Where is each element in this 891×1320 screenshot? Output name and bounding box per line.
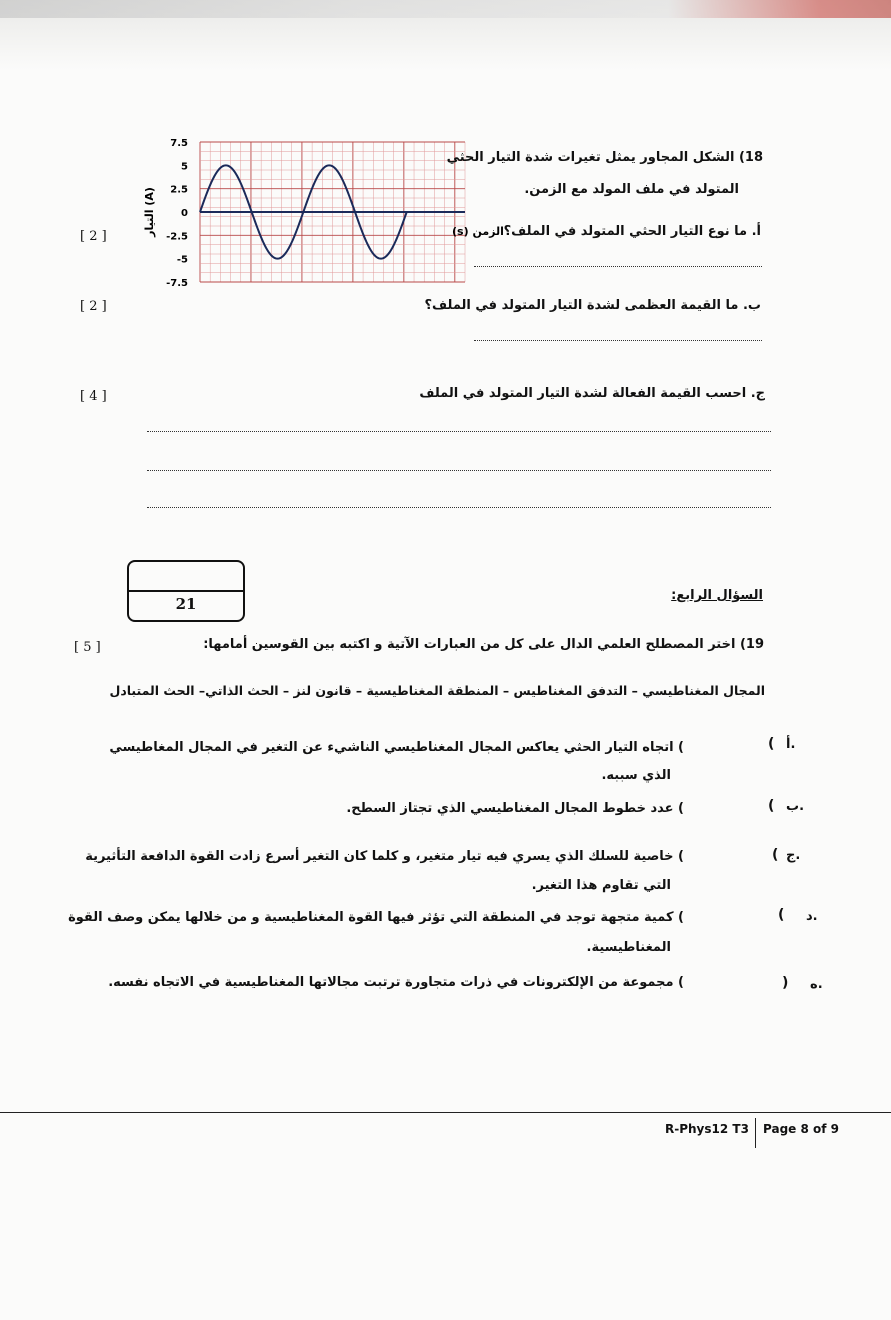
y-tick-label: 2.5: [170, 184, 188, 196]
q19-item-e-open-paren: ): [782, 975, 789, 991]
q19-item-d-answer-slot[interactable]: [700, 924, 758, 925]
q19-item-a-letter: أ.: [786, 737, 796, 752]
q18-part-a: أ. ما نوع التيار الحثي المتولد في الملف؟: [503, 224, 761, 239]
y-tick-label: 7.5: [170, 138, 188, 149]
q19-item-d-open-paren: (: [778, 907, 785, 923]
section4-heading: السؤال الرابع:: [671, 588, 763, 603]
q19-item-d-line2: المغناطيسية.: [586, 940, 671, 955]
q18-part-c: ج. احسب القيمة الفعالة لشدة التيار المتولد في الملف: [419, 386, 765, 401]
q18-stem-line1: [447, 150, 763, 165]
q19-item-a-answer-slot[interactable]: [700, 752, 758, 753]
score-box-divider: [129, 590, 243, 592]
q18-c-marks: [ 4 ]: [80, 389, 107, 404]
q18-c-answer-line-3[interactable]: [147, 507, 771, 508]
footer-code: R-Phys12 T3: [665, 1122, 749, 1136]
q19-text: اختر المصطلح العلمي الدال على كل من العبارات الآتية و اكتبه بين القوسين أمامها:: [203, 637, 736, 652]
q19-item-d-line1: ) كمية متجهة توجد في المنطقة التي تؤثر فيها القوة المغناطيسية و من خلالها يمكن وصف القوة: [68, 910, 684, 925]
q19-item-c-line2: التي تقاوم هذا التغير.: [531, 878, 671, 893]
q19-item-b-letter: ب.: [786, 799, 805, 814]
footer-rule: [0, 1112, 891, 1113]
current-time-chart: [140, 130, 504, 295]
q18-b-answer-line[interactable]: [474, 340, 762, 341]
chart-y-ticks: [166, 138, 188, 289]
y-tick-label: -7.5: [166, 278, 188, 289]
y-tick-label: 0: [181, 208, 188, 219]
q19-item-b-open-paren: (: [768, 798, 775, 814]
q19-terms-list: المجال المغناطيسي – التدفق المغناطيس – المنطقة المغناطيسية – قانون لنز – الحث الذاتي– الحث المتبادل: [109, 683, 765, 698]
q18-number: 18): [738, 150, 763, 165]
scan-top-band: [0, 0, 891, 18]
q19-item-c-letter: ج.: [786, 848, 801, 863]
q18-c-answer-line-1[interactable]: [147, 431, 771, 432]
score-box-value: 21: [175, 595, 197, 613]
q19-item-b-answer-slot[interactable]: [700, 814, 758, 815]
chart-x-label: الزمن (s): [452, 225, 504, 238]
q19-item-e-answer-slot[interactable]: [700, 992, 758, 993]
footer-separator: [755, 1118, 756, 1148]
q19-stem: [203, 637, 764, 652]
score-box: [127, 560, 245, 622]
q19-item-b-line1: ) عدد خطوط المجال المغناطيسي الذي تجتاز السطح.: [346, 801, 684, 816]
q18-part-b: ب. ما القيمة العظمى لشدة التيار المتولد في الملف؟: [424, 298, 761, 313]
y-tick-label: -2.5: [166, 231, 188, 243]
y-tick-label: 5: [181, 161, 188, 173]
q18-stem-text1: الشكل المجاور يمثل تغيرات شدة التيار الحثي: [446, 150, 735, 165]
q18-a-answer-line[interactable]: [474, 266, 762, 267]
y-tick-label: -5: [176, 254, 188, 266]
q18-c-answer-line-2[interactable]: [147, 470, 771, 471]
q19-item-c-answer-slot[interactable]: [700, 864, 758, 865]
q19-item-e-letter: ه.: [810, 977, 823, 992]
q19-item-d-letter: د.: [806, 909, 818, 924]
q18-stem-line2: المتولد في ملف المولد مع الزمن.: [524, 182, 739, 197]
footer-page: Page 8 of 9: [763, 1122, 839, 1136]
q19-marks: [ 5 ]: [74, 640, 101, 655]
chart-y-label: التيار (A): [143, 187, 156, 237]
q19-item-c-open-paren: (: [772, 847, 779, 863]
q19-item-c-line1: ) خاصية للسلك الذي يسري فيه تيار متغير، و كلما كان التغير أسرع زادت القوة الدافعة التأثيرية: [85, 849, 684, 864]
q19-item-a-line1: ) اتجاه التيار الحثي يعاكس المجال المغناطيسي الناشيء عن التغير في المجال المغاطيسي: [109, 740, 684, 755]
q18-a-marks: [ 2 ]: [80, 229, 107, 244]
q19-number: 19): [739, 637, 764, 652]
q19-item-e-line1: ) مجموعة من الإلكترونات في ذرات متجاورة ترتبت مجالاتها المغناطيسية في الاتجاه نفسه.: [108, 975, 684, 990]
q18-b-marks: [ 2 ]: [80, 299, 107, 314]
q19-item-a-open-paren: (: [768, 736, 775, 752]
chart-grid: [200, 142, 465, 282]
q19-item-a-line2: الذي سببه.: [601, 768, 671, 783]
